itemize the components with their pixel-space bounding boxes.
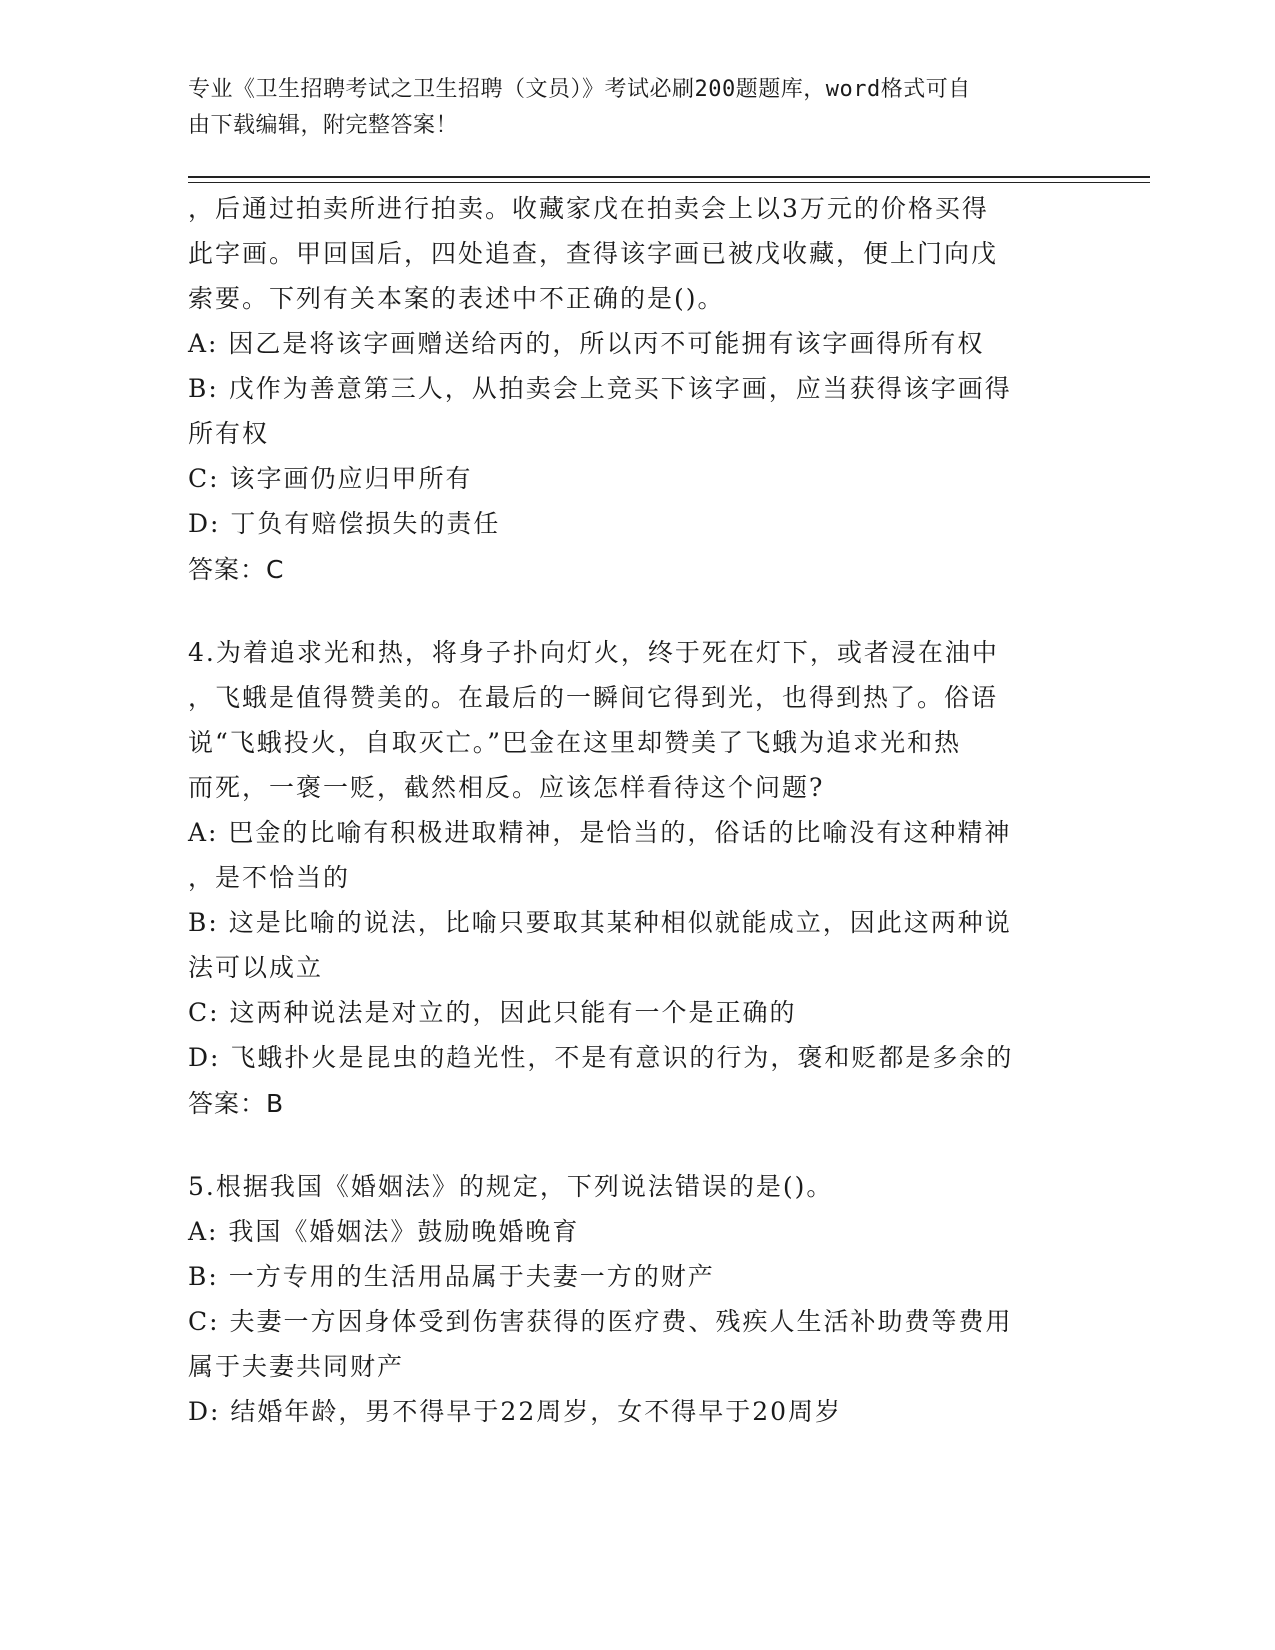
spacer bbox=[188, 594, 1088, 630]
question-4-stem-line: ，飞蛾是值得赞美的。在最后的一瞬间它得到光，也得到热了。俗语 bbox=[188, 683, 999, 712]
question-4-option-a-cont: ，是不恰当的 bbox=[188, 863, 351, 892]
question-5-stem-line: 5.根据我国《婚姻法》的规定，下列说法错误的是()。 bbox=[188, 1172, 834, 1201]
question-4-option-a: A: 巴金的比喻有积极进取精神，是恰当的，俗话的比喻没有这种精神 bbox=[188, 818, 1012, 847]
question-4-stem-line: 说“飞蛾投火，自取灭亡。”巴金在这里却赞美了飞蛾为追求光和热 bbox=[188, 728, 962, 757]
question-3-option-b: B: 戊作为善意第三人，从拍卖会上竞买下该字画，应当获得该字画得 bbox=[188, 374, 1012, 403]
document-body bbox=[188, 186, 1088, 1434]
header-rule-thick bbox=[188, 176, 1150, 178]
question-4-option-b-cont: 法可以成立 bbox=[188, 953, 324, 982]
question-5-option-c-cont: 属于夫妻共同财产 bbox=[188, 1352, 405, 1381]
spacer bbox=[188, 1128, 1088, 1164]
question-3 bbox=[188, 186, 1088, 594]
header-rule-thin bbox=[188, 182, 1150, 183]
question-5-option-d: D: 结婚年龄，男不得早于22周岁，女不得早于20周岁 bbox=[188, 1397, 843, 1426]
question-5-option-a: A: 我国《婚姻法》鼓励晚婚晚育 bbox=[188, 1217, 580, 1246]
question-4-answer: 答案：B bbox=[188, 1089, 285, 1118]
question-4-option-d: D: 飞蛾扑火是昆虫的趋光性，不是有意识的行为，褒和贬都是多余的 bbox=[188, 1043, 1014, 1072]
question-3-stem-line: 此字画。甲回国后，四处追查，查得该字画已被戊收藏，便上门向戊 bbox=[188, 239, 999, 268]
question-5-option-b: B: 一方专用的生活用品属于夫妻一方的财产 bbox=[188, 1262, 715, 1291]
question-4-stem-line: 4.为着追求光和热，将身子扑向灯火，终于死在灯下，或者浸在油中 bbox=[188, 638, 999, 667]
header-title-line-1: 专业《卫生招聘考试之卫生招聘（文员）》考试必刷200题题库，word格式可自 bbox=[188, 77, 971, 102]
question-5 bbox=[188, 1164, 1088, 1434]
question-4-option-c: C: 这两种说法是对立的，因此只能有一个是正确的 bbox=[188, 998, 797, 1027]
question-4-option-b: B: 这是比喻的说法，比喻只要取其某种相似就能成立，因此这两种说 bbox=[188, 908, 1012, 937]
question-3-option-c: C: 该字画仍应归甲所有 bbox=[188, 464, 473, 493]
document-header bbox=[188, 72, 1088, 144]
question-4 bbox=[188, 630, 1088, 1128]
question-5-option-c: C: 夫妻一方因身体受到伤害获得的医疗费、残疾人生活补助费等费用 bbox=[188, 1307, 1013, 1336]
question-3-stem-line: 索要。下列有关本案的表述中不正确的是()。 bbox=[188, 284, 725, 313]
question-3-option-b-cont: 所有权 bbox=[188, 419, 270, 448]
question-3-answer: 答案：C bbox=[188, 555, 285, 584]
header-title-line-2: 由下载编辑，附完整答案！ bbox=[188, 113, 459, 138]
question-3-option-d: D: 丁负有赔偿损失的责任 bbox=[188, 509, 501, 538]
question-3-stem-line: ，后通过拍卖所进行拍卖。收藏家戊在拍卖会上以3万元的价格买得 bbox=[188, 194, 989, 223]
question-4-stem-line: 而死，一褒一贬，截然相反。应该怎样看待这个问题? bbox=[188, 773, 825, 802]
question-3-option-a: A: 因乙是将该字画赠送给丙的，所以丙不可能拥有该字画得所有权 bbox=[188, 329, 985, 358]
